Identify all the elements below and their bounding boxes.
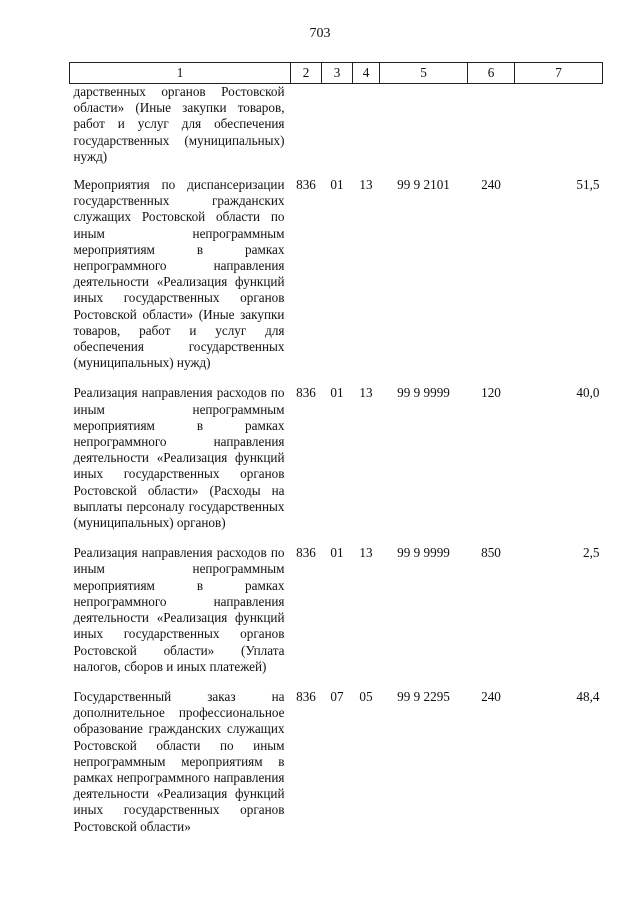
section-code (322, 84, 353, 178)
expense-type-code: 240 (481, 177, 501, 193)
table-row (70, 689, 603, 849)
amount: 40,0 (576, 385, 600, 401)
table-row (70, 177, 603, 385)
column-header: 6 (468, 63, 515, 84)
amount: 48,4 (576, 688, 600, 704)
subsection-code: 13 (359, 177, 373, 193)
subsection-code (353, 84, 380, 178)
table-row (70, 545, 603, 689)
row-description: Реализация направления расходов по иным непрограммным мероприятиям в рамках непрограммного направления деятельности «Реализация функций иных государственных органов Ростовской области» (Уплата налогов, сборов и иных платежей) (73, 545, 285, 674)
ved-code (291, 84, 322, 178)
subsection-code: 13 (359, 385, 373, 401)
ved-code: 836 (296, 177, 316, 193)
target-article-code: 99 9 2295 (397, 688, 450, 704)
ved-code: 836 (296, 545, 316, 561)
section-code: 01 (330, 545, 344, 561)
expense-type-code: 120 (481, 385, 501, 401)
amount: 51,5 (576, 177, 600, 193)
expense-type-code: 850 (481, 545, 501, 561)
section-code: 01 (330, 385, 344, 401)
column-header: 1 (70, 63, 291, 84)
row-description: Мероприятия по диспансеризации государственных гражданских служащих Ростовской области по иным непрограммным мероприятиям в рамках непрограммного направления деятельности «Реализация функций иных государственных органов Ростовской области» (Иные закупки товаров, работ и услуг для обеспечения государственных (муниципальных) нужд) (73, 177, 285, 371)
table-row (70, 385, 603, 545)
column-header: 3 (322, 63, 353, 84)
target-article-code: 99 9 2101 (397, 177, 450, 193)
column-header: 4 (353, 63, 380, 84)
row-description: Реализация направления расходов по иным непрограммным мероприятиям в рамках непрограммного направления деятельности «Реализация функций иных государственных органов Ростовской области» (Расходы на выплаты персоналу государственных (муниципальных) органов) (73, 385, 285, 531)
section-code: 07 (330, 688, 344, 704)
table-header-row (70, 63, 603, 84)
ved-code: 836 (296, 688, 316, 704)
amount (515, 84, 603, 178)
column-header: 2 (291, 63, 322, 84)
row-description: Государственный заказ на дополнительное профессиональное образование гражданских служащих Ростовской области по иным непрограммным мероприятиям в рамках непрограммного направления деятельности «Реализация функций иных государственных органов Ростовской области» (73, 688, 285, 834)
expense-type-code (468, 84, 515, 178)
target-article-code (380, 84, 468, 178)
section-code: 01 (330, 177, 344, 193)
column-header: 5 (380, 63, 468, 84)
budget-table (69, 62, 603, 849)
column-header: 7 (515, 63, 603, 84)
expense-type-code: 240 (481, 688, 501, 704)
target-article-code: 99 9 9999 (397, 545, 450, 561)
row-description: дарственных органов Ростовской области» (Иные закупки товаров, работ и услуг для обеспечения государственных (муниципальных) нужд) (73, 84, 285, 164)
amount: 2,5 (583, 545, 600, 561)
page-number: 703 (309, 26, 331, 41)
subsection-code: 05 (359, 688, 373, 704)
subsection-code: 13 (359, 545, 373, 561)
target-article-code: 99 9 9999 (397, 385, 450, 401)
ved-code: 836 (296, 385, 316, 401)
table-row (70, 84, 603, 178)
